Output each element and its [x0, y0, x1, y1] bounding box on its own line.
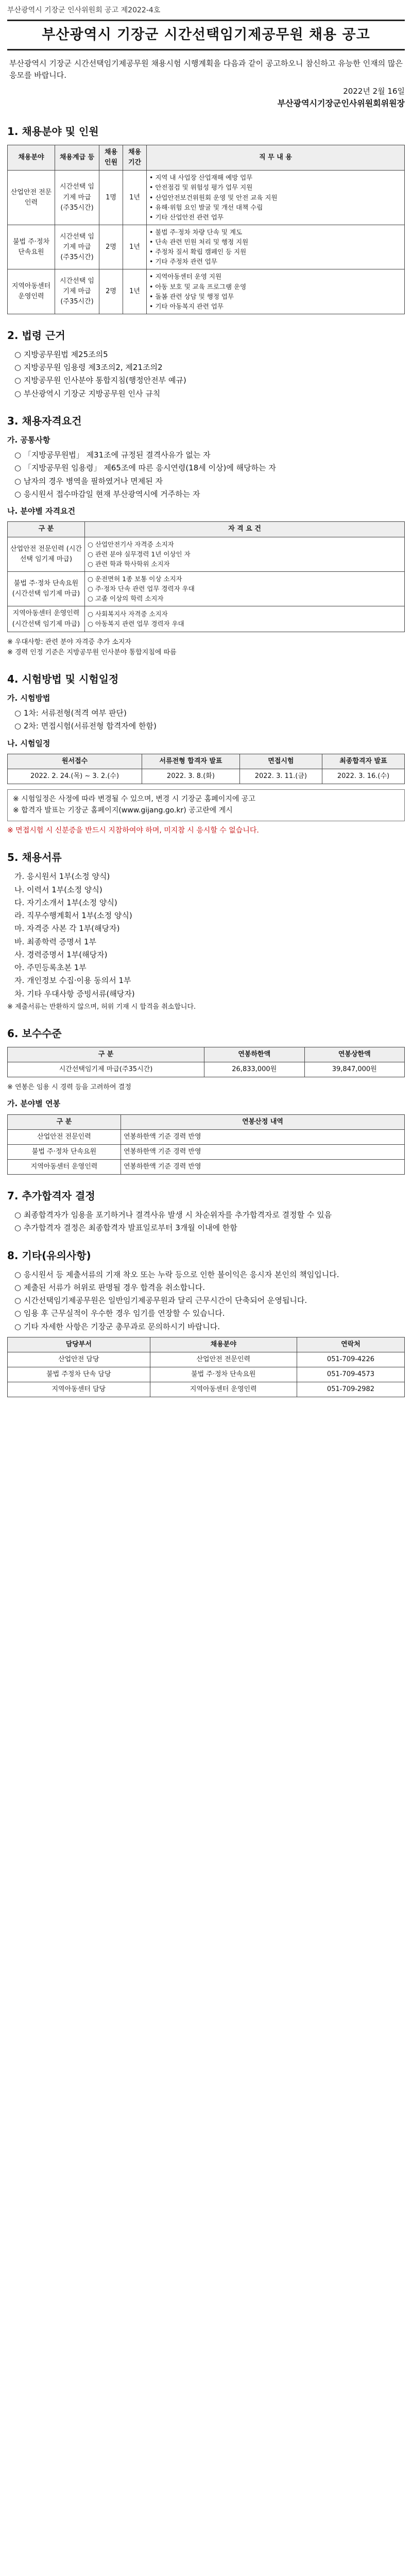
subsection-heading: 가. 분야별 연봉 — [7, 1099, 61, 1109]
list-item: ○ 지방공무원법 제25조의5 — [14, 349, 108, 359]
note-text: ※ 경력 인정 기준은 지방공무원 인사분야 통합지침에 따름 — [7, 648, 177, 656]
field-cell: 불법 주·정차 단속요원 — [8, 225, 55, 269]
detail-cell: 연봉하한액 기준 경력 반영 — [121, 1129, 405, 1144]
subsection-heading: 나. 시험일정 — [7, 738, 50, 748]
schedule-cell: 2022. 3. 11.(금) — [239, 769, 322, 784]
duty-item: • 유해·위험 요인 발굴 및 개선 대책 수립 — [149, 203, 263, 211]
list-item: 라. 직무수행계획서 1부(소정 양식) — [14, 911, 132, 921]
note-text: ※ 시험일정은 사정에 따라 변경될 수 있으며, 변경 시 기장군 홈페이지에 공고 — [13, 795, 255, 804]
table-header: 연봉산정 내역 — [121, 1114, 405, 1129]
list-item: ○ 「지방공무원법」 제31조에 규정된 결격사유가 없는 자 — [14, 450, 211, 460]
table-header: 연봉상한액 — [304, 1047, 405, 1062]
duty-item: • 돌봄 관련 상담 및 행정 업무 — [149, 292, 234, 300]
note-text: ※ 합격자 발표는 기장군 홈페이지(www.gijang.go.kr) 공고란에 게시 — [13, 806, 233, 815]
list-item: 나. 이력서 1부(소정 양식) — [14, 885, 102, 894]
table-row — [8, 1144, 405, 1159]
table-header: 자 격 요 건 — [85, 522, 405, 537]
table-row — [8, 537, 405, 571]
subsection-heading: 나. 분야별 자격요건 — [7, 506, 76, 516]
table-row — [8, 269, 405, 314]
table-header: 연락처 — [297, 1337, 404, 1352]
list-item: ○ 「지방공무원 임용령」 제65조에 따른 응시연령(18세 이상)에 해당하는 자 — [14, 463, 276, 473]
section-heading: 2. 법령 근거 — [7, 329, 65, 342]
schedule-cell: 2022. 3. 8.(화) — [142, 769, 240, 784]
field-cell: 불법 주·정차 단속요원 — [150, 1367, 297, 1382]
additional-pass-list — [7, 1209, 405, 1234]
table-header: 연봉하한액 — [204, 1047, 304, 1062]
table-row — [8, 606, 405, 632]
list-item: 다. 자기소개서 1부(소정 양식) — [14, 897, 117, 907]
requirement-item: ○ 산업안전기사 자격증 소지자 — [88, 540, 174, 548]
list-item: ○ 2차: 면접시험(서류전형 합격자에 한함) — [14, 721, 157, 731]
warning-note: ※ 면접시험 시 신분증을 반드시 지참하여야 하며, 미지참 시 응시할 수 없습니다. — [7, 826, 259, 835]
table-header-row — [8, 145, 405, 171]
qualification-table — [7, 521, 405, 632]
table-header: 직 무 내 용 — [147, 145, 405, 171]
duties-cell — [147, 171, 405, 225]
duties-cell — [147, 269, 405, 314]
department-cell: 지역아동센터 담당 — [8, 1382, 150, 1397]
requirements-cell — [85, 606, 405, 632]
count-cell: 2명 — [99, 269, 123, 314]
general-requirements-list — [7, 449, 405, 500]
duty-item: • 기타 아동복지 관련 업무 — [149, 302, 224, 310]
table-row — [8, 572, 405, 606]
field-cell: 산업안전 전문인력 — [8, 1129, 121, 1144]
contact-table — [7, 1337, 405, 1398]
list-item: 가. 응시원서 1부(소정 양식) — [14, 872, 110, 882]
field-cell: 지역아동센터 운영인력 — [8, 269, 55, 314]
field-cell: 지역아동센터 운영인력 (시간선택 임기제 마급) — [8, 606, 85, 632]
schedule-cell: 2022. 3. 16.(수) — [322, 769, 404, 784]
duty-item: • 단속 관련 민원 처리 및 행정 지원 — [149, 238, 249, 246]
issuing-organization: 부산광역시기장군인사위원회위원장 — [277, 98, 405, 109]
requirement-item: ○ 고졸 이상의 학력 소지자 — [88, 595, 164, 603]
department-cell: 산업안전 담당 — [8, 1352, 150, 1367]
count-cell: 1명 — [99, 171, 123, 225]
grade-cell: 시간선택 임기제 마급 (주35시간) — [55, 269, 99, 314]
table-row — [8, 1160, 405, 1175]
table-header: 최종합격자 발표 — [322, 754, 404, 769]
recruitment-table — [7, 145, 405, 314]
section-heading: 7. 추가합격자 결정 — [7, 1190, 95, 1202]
duty-item: • 산업안전보건위원회 운영 및 안전 교육 지원 — [149, 193, 278, 201]
detail-cell: 연봉하한액 기준 경력 반영 — [121, 1160, 405, 1175]
subsection-heading: 가. 공통사항 — [7, 435, 50, 445]
table-row — [8, 1062, 405, 1077]
duty-item: • 기타 주정차 관련 업무 — [149, 258, 217, 266]
detail-cell: 연봉하한액 기준 경력 반영 — [121, 1144, 405, 1159]
grade-cell: 시간선택 임기제 마급 (주35시간) — [55, 225, 99, 269]
list-item: 자. 개인정보 수집·이용 동의서 1부 — [14, 976, 131, 986]
period-cell: 1년 — [123, 225, 147, 269]
list-item: ○ 최종합격자가 임용을 포기하거나 결격사유 발생 시 차순위자를 추가합격자로 결정할 수 있음 — [14, 1210, 332, 1220]
schedule-table — [7, 754, 405, 784]
requirement-item: ○ 관련 분야 실무경력 1년 이상인 자 — [88, 550, 191, 558]
salary-detail-table — [7, 1114, 405, 1175]
table-header: 구 분 — [8, 522, 85, 537]
note-text: ※ 우대사항: 관련 분야 자격증 추가 소지자 — [7, 638, 131, 646]
announcement-number: 부산광역시 기장군 인사위원회 공고 제2022-4호 — [7, 6, 161, 14]
list-item: ○ 임용 후 근무실적이 우수한 경우 임기를 연장할 수 있습니다. — [14, 1309, 225, 1318]
grade-cell: 시간선택임기제 마급(주35시간) — [8, 1062, 204, 1077]
requirement-item: ○ 아동복지 관련 업무 경력자 우대 — [88, 620, 184, 628]
phone-cell: 051-709-4226 — [297, 1352, 404, 1367]
requirement-item: ○ 관련 학과 학사학위 소지자 — [88, 560, 170, 568]
phone-cell: 051-709-4573 — [297, 1367, 404, 1382]
table-header-row — [8, 1337, 405, 1352]
table-header: 면접시험 — [239, 754, 322, 769]
field-cell: 불법 주·정차 단속요원 (시간선택 임기제 마급) — [8, 572, 85, 606]
table-header: 구 분 — [8, 1047, 204, 1062]
table-header-row — [8, 1114, 405, 1129]
table-row — [8, 1129, 405, 1144]
duties-cell — [147, 225, 405, 269]
table-header: 원서접수 — [8, 754, 142, 769]
section-heading: 4. 시험방법 및 시험일정 — [7, 672, 119, 685]
section-heading: 6. 보수수준 — [7, 1027, 62, 1040]
requirements-cell — [85, 537, 405, 571]
note-text: ※ 제출서류는 반환하지 않으며, 허위 기재 시 합격을 취소합니다. — [7, 1003, 196, 1011]
table-header: 채용인원 — [99, 145, 123, 171]
section-heading: 3. 채용자격요건 — [7, 414, 82, 427]
list-item: 마. 자격증 사본 각 1부(해당자) — [14, 924, 120, 934]
subsection-heading: 가. 시험방법 — [7, 693, 50, 703]
salary-min-cell: 26,833,000원 — [204, 1062, 304, 1077]
table-header: 구 분 — [8, 1114, 121, 1129]
phone-cell: 051-709-2982 — [297, 1382, 404, 1397]
page-title: 부산광역시 기장군 시간선택임기제공무원 채용 공고 — [7, 20, 405, 50]
list-item: 차. 기타 우대사항 증빙서류(해당자) — [14, 989, 135, 998]
schedule-cell: 2022. 2. 24.(목) ~ 3. 2.(수) — [8, 769, 142, 784]
section-heading: 1. 채용분야 및 인원 — [7, 125, 99, 138]
table-header: 서류전형 합격자 발표 — [142, 754, 240, 769]
list-item: 사. 경력증명서 1부(해당자) — [14, 950, 108, 959]
list-item: ○ 제출된 서류가 허위로 판명될 경우 합격을 취소합니다. — [14, 1282, 205, 1292]
field-cell: 지역아동센터 운영인력 — [8, 1160, 121, 1175]
duty-item: • 지역아동센터 운영 지원 — [149, 273, 222, 281]
list-item: ○ 남자의 경우 병역을 필하였거나 면제된 자 — [14, 476, 163, 486]
department-cell: 불법 주정차 단속 담당 — [8, 1367, 150, 1382]
exam-method-list — [7, 707, 405, 733]
list-item: ○ 지방공무원 인사분야 통합지침(행정안전부 예규) — [14, 376, 186, 385]
table-header-row — [8, 522, 405, 537]
legal-basis-list — [7, 349, 405, 400]
salary-max-cell: 39,847,000원 — [304, 1062, 405, 1077]
list-item: ○ 시간선택임기제공무원은 일반임기제공무원과 달리 근무시간이 단축되어 운영됩니다. — [14, 1296, 307, 1306]
field-cell: 산업안전 전문인력 — [150, 1352, 297, 1367]
notes-list — [7, 1269, 405, 1333]
count-cell: 2명 — [99, 225, 123, 269]
duty-item: • 주정차 질서 확립 캠페인 등 지원 — [149, 248, 247, 256]
list-item: 바. 최종학력 증명서 1부 — [14, 937, 97, 946]
field-cell: 산업안전 전문인력 — [8, 171, 55, 225]
list-item: ○ 응시원서 등 제출서류의 기재 착오 또는 누락 등으로 인한 불이익은 응시자 본인의 책임입니다. — [14, 1269, 339, 1279]
table-header: 채용계급 등 — [55, 145, 99, 171]
field-cell: 산업안전 전문인력 (시간선택 임기제 마급) — [8, 537, 85, 571]
table-header: 채용분야 — [150, 1337, 297, 1352]
requirement-item: ○ 사회복지사 자격증 소지자 — [88, 609, 168, 618]
schedule-notes — [7, 789, 405, 821]
period-cell: 1년 — [123, 171, 147, 225]
table-header: 채용기간 — [123, 145, 147, 171]
requirement-item: ○ 운전면허 1종 보통 이상 소지자 — [88, 575, 182, 583]
duty-item: • 지역 내 사업장 산업재해 예방 업무 — [149, 174, 253, 182]
requirement-item: ○ 주·정차 단속 관련 업무 경력자 우대 — [88, 585, 195, 593]
field-cell: 불법 주·정차 단속요원 — [8, 1144, 121, 1159]
grade-cell: 시간선택 임기제 마급 (주35시간) — [55, 171, 99, 225]
list-item: 아. 주민등록초본 1부 — [14, 963, 87, 973]
duty-item: • 안전점검 및 위험성 평가 업무 지원 — [149, 183, 253, 192]
table-row — [8, 1382, 405, 1397]
table-row — [8, 1352, 405, 1367]
duty-item: • 아동 보호 및 교육 프로그램 운영 — [149, 282, 247, 291]
duty-item: • 기타 산업안전 관련 업무 — [149, 213, 224, 221]
list-item: ○ 응시원서 접수마감일 현재 부산광역시에 거주하는 자 — [14, 489, 200, 499]
salary-table — [7, 1047, 405, 1077]
table-row — [8, 171, 405, 225]
list-item: ○ 지방공무원 임용령 제3조의2, 제21조의2 — [14, 363, 163, 372]
table-row — [8, 769, 405, 784]
table-row — [8, 1367, 405, 1382]
note-text: ※ 연봉은 임용 시 경력 등을 고려하여 결정 — [7, 1083, 131, 1092]
table-row — [8, 225, 405, 269]
documents-list — [7, 871, 405, 1000]
table-header-row — [8, 1047, 405, 1062]
list-item: ○ 1차: 서류전형(적격 여부 판단) — [14, 708, 127, 718]
duty-item: • 불법 주·정차 차량 단속 및 계도 — [149, 228, 243, 236]
list-item: ○ 부산광역시 기장군 지방공무원 인사 규칙 — [14, 388, 161, 398]
intro-paragraph: 부산광역시 기장군 시간선택임기제공무원 채용시험 시행계획을 다음과 같이 공고하오니 참신하고 유능한 인재의 많은 응모를 바랍니다. — [9, 58, 403, 80]
list-item: ○ 기타 자세한 사항은 기장군 총무과로 문의하시기 바랍니다. — [14, 1321, 220, 1331]
section-heading: 5. 채용서류 — [7, 851, 62, 864]
announcement-date: 2022년 2월 16일 — [343, 87, 405, 96]
requirements-cell — [85, 572, 405, 606]
period-cell: 1년 — [123, 269, 147, 314]
table-header: 담당부서 — [8, 1337, 150, 1352]
table-header: 채용분야 — [8, 145, 55, 171]
section-heading: 8. 기타(유의사항) — [7, 1249, 91, 1262]
table-header-row — [8, 754, 405, 769]
list-item: ○ 추가합격자 결정은 최종합격자 발표일로부터 3개월 이내에 한함 — [14, 1223, 237, 1233]
field-cell: 지역아동센터 운영인력 — [150, 1382, 297, 1397]
